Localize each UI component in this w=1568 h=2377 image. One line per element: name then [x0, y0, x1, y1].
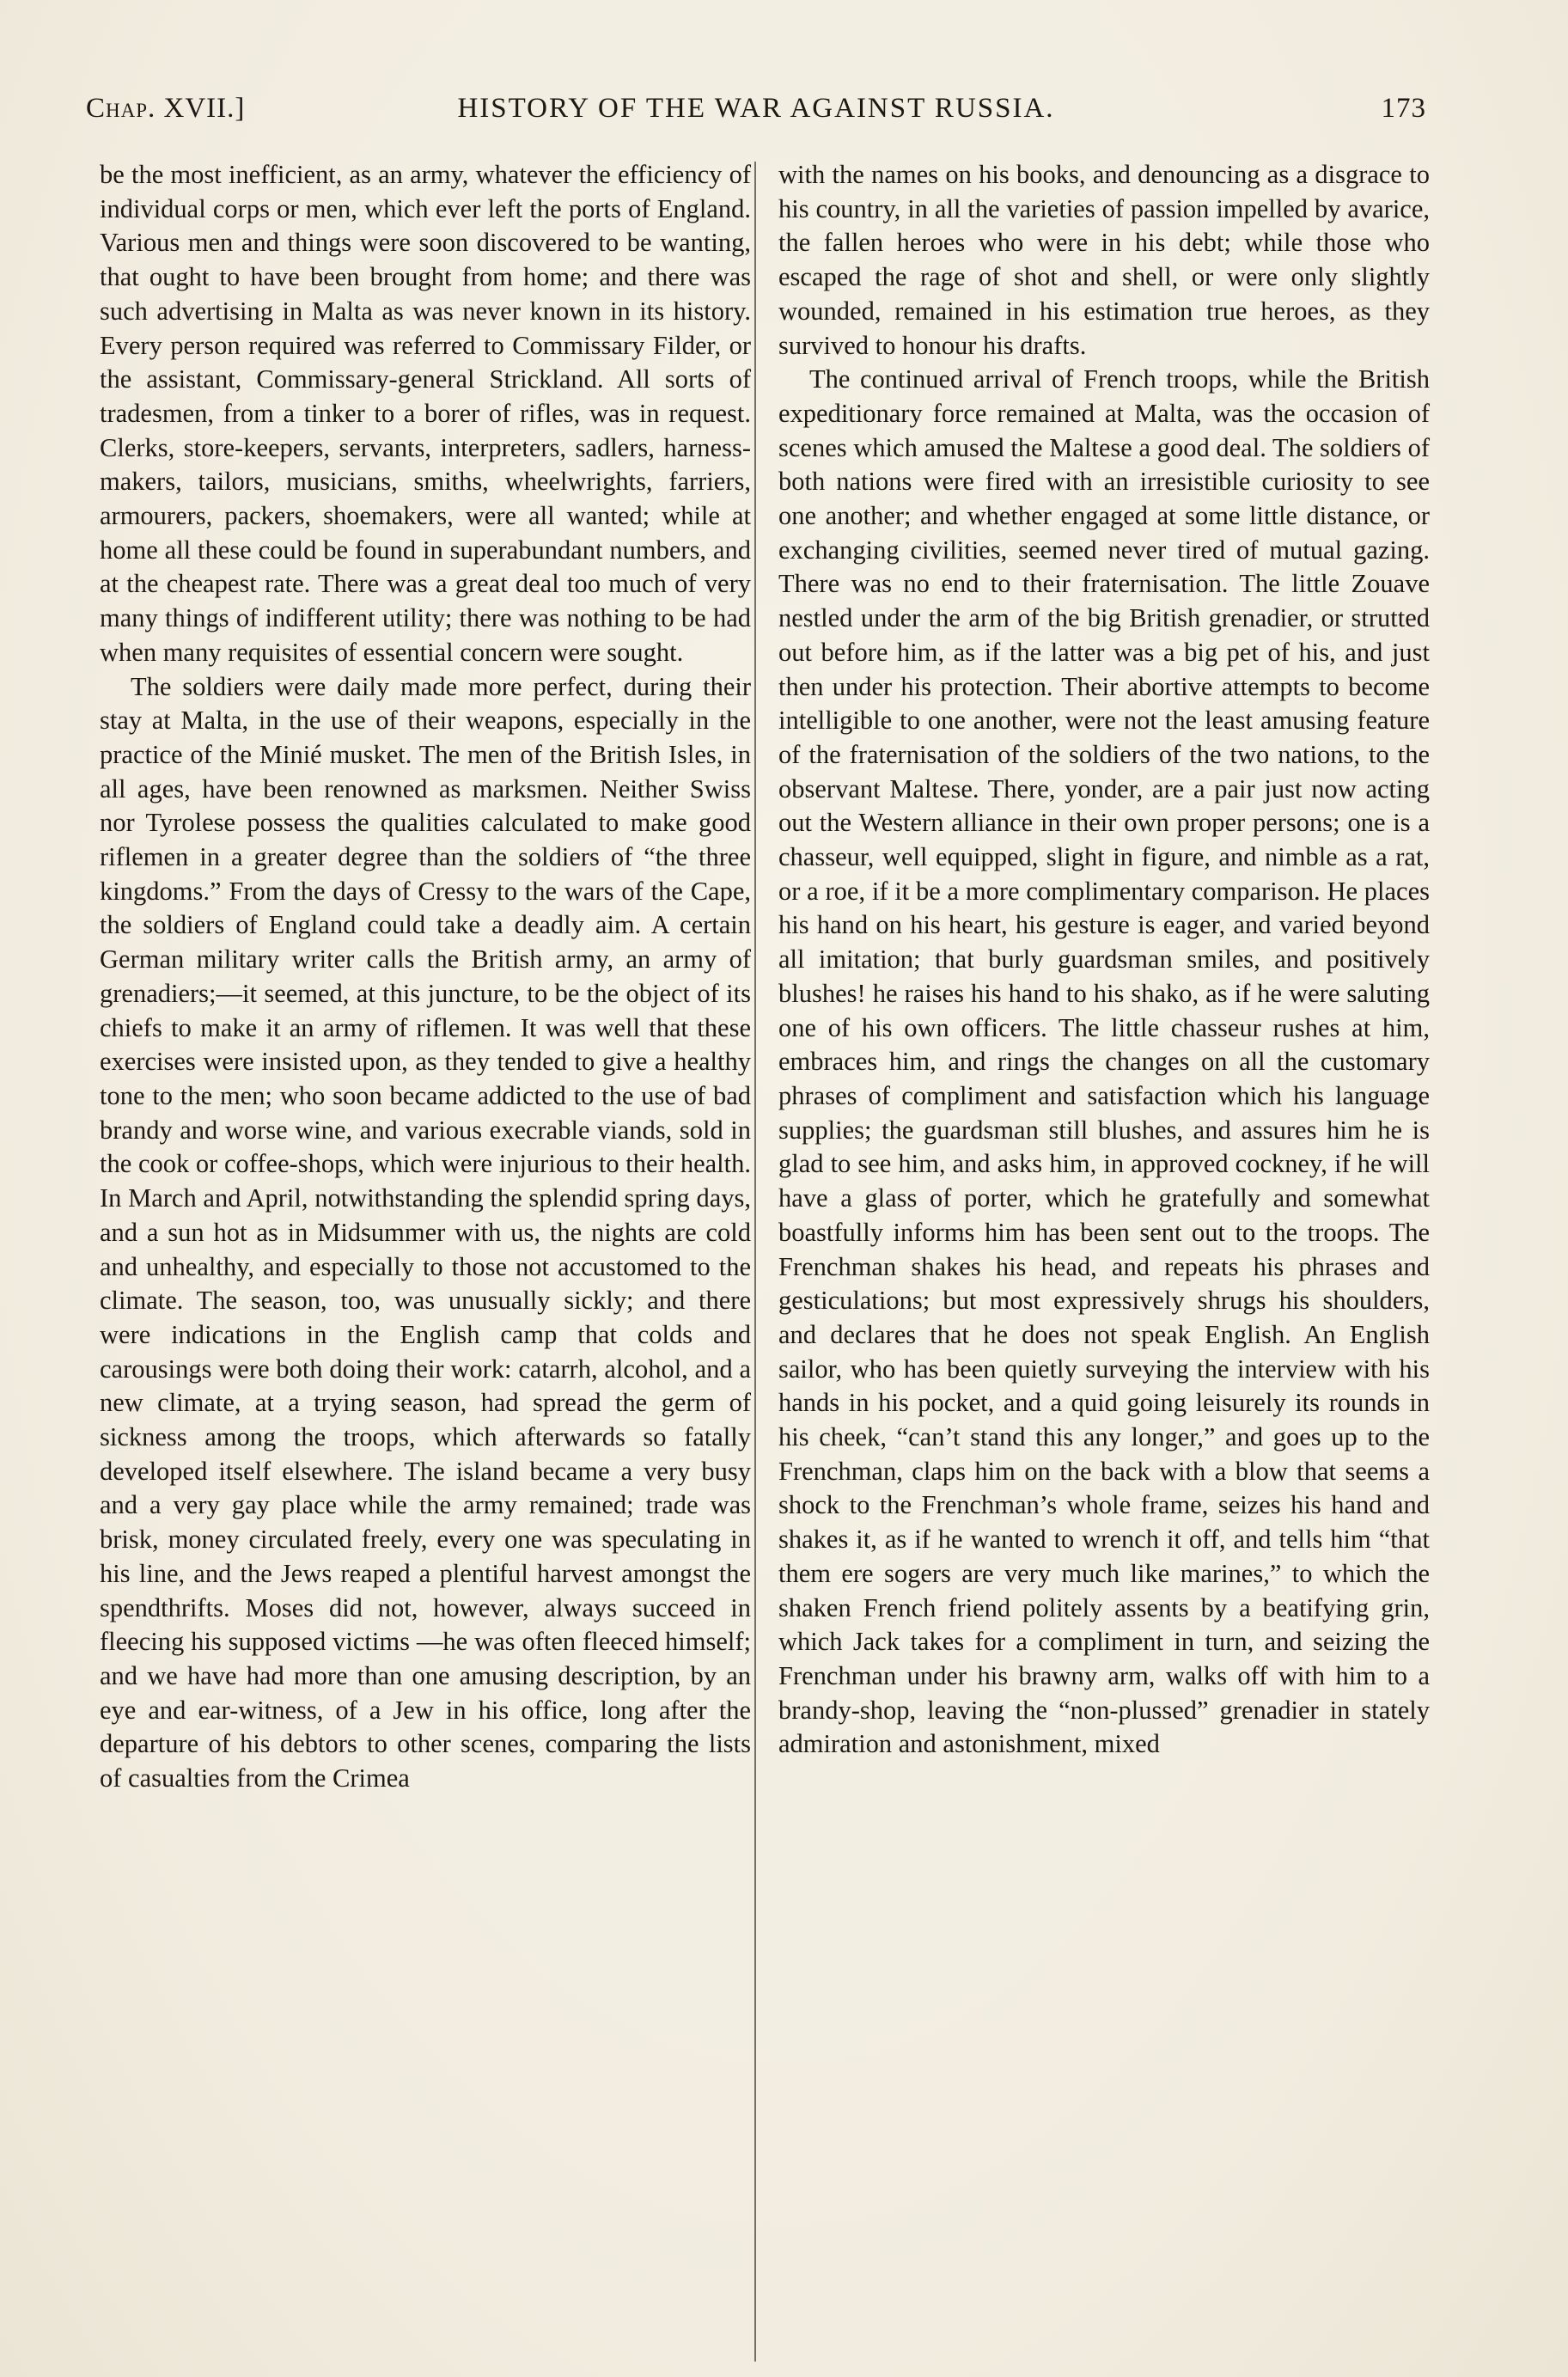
- paragraph: be the most inefficient, as an army, whatever the efficiency of individual corps or men, which ever left the ports of England. Various men and things were soon discovered to be wanting, that ought to have been brought from home; and there was such advertising in Malta as was never known in its history. Every person required was referred to Commissary Filder, or the assistant, Commissary-general Strickland. All sorts of tradesmen, from a tinker to a borer of rifles, was in request. Clerks, store-keepers, servants, interpreters, sadlers, harness-makers, tailors, musicians, smiths, wheelwrights, farriers, armourers, packers, shoemakers, were all wanted; while at home all these could be found in superabundant numbers, and at the cheapest rate. There was a great deal too much of very many things of indifferent utility; there was nothing to be had when many requisites of essential concern were sought.: [100, 160, 751, 667]
- chapter-label: Chap. XVII.]: [86, 93, 246, 124]
- page-number: 173: [1381, 93, 1426, 124]
- running-title: HISTORY OF THE WAR AGAINST RUSSIA.: [457, 93, 1055, 124]
- paragraph: with the names on his books, and denouncing as a disgrace to his country, in all the varieties of passion impelled by avarice, the fallen heroes who were in his debt; while those who escaped the rage of shot and shell, or were only slightly wounded, remained in his estimation true heroes, as they survived to honour his drafts.: [778, 160, 1430, 360]
- left-column: [100, 158, 751, 1796]
- column-divider: [754, 162, 756, 2362]
- paragraph: The continued arrival of French troops, while the British expeditionary force remained at Malta, was the occasion of scenes which amused the Maltese a good deal. The soldiers of both nations were fired with an irresistible curiosity to see one another; and whether engaged at some little distance, or exchanging civilities, seemed never tired of mutual gazing. There was no end to their fraternisation. The little Zouave nestled under the arm of the big British grenadier, or strutted out before him, as if the latter was a big pet of his, and just then under his protection. Their abortive attempts to become intelligible to one another, were not the least amusing feature of the fraternisation of the soldiers of the two nations, to the observant Maltese. There, yonder, are a pair just now acting out the Western alliance in their own proper persons; one is a chasseur, well equipped, slight in figure, and nimble as a rat, or a roe, if it be a more complimentary comparison. He places his hand on his heart, his gesture is eager, and varied beyond all imitation; that burly guardsman smiles, and positively blushes! he raises his hand to his shako, as if he were saluting one of his own officers. The little chasseur rushes at him, embraces him, and rings the changes on all the customary phrases of compliment and satisfaction which his language supplies; the guardsman still blushes, and assures him he is glad to see him, and asks him, in approved cockney, if he will have a glass of porter, which he gratefully and somewhat boastfully informs him has been sent out to the troops. The Frenchman shakes his head, and repeats his phrases and gesticulations; but most expressively shrugs his shoulders, and declares that he does not speak English. An English sailor, who has been quietly surveying the interview with his hands in his pocket, and a quid going leisurely its rounds in his cheek, “can’t stand this any longer,” and goes up to the Frenchman, claps him on the back with a blow that seems a shock to the Frenchman’s whole frame, seizes his hand and shakes it, as if he wanted to wrench it off, and tells him “that them ere sogers are very much like marines,” to which the shaken French friend politely assents by a beatifying grin, which Jack takes for a compliment in turn, and seizing the Frenchman under his brawny arm, walks off with him to a brandy-shop, leaving the “non-plussed” grenadier in stately admiration and astonishment, mixed: [778, 364, 1430, 1759]
- running-header: [86, 93, 1426, 136]
- right-column: [778, 158, 1430, 1762]
- paragraph: The soldiers were daily made more perfect, during their stay at Malta, in the use of their weapons, especially in the practice of the Minié musket. The men of the British Isles, in all ages, have been renowned as marksmen. Neither Swiss nor Tyrolese possess the qualities calculated to make good riflemen in a greater degree than the soldiers of “the three kingdoms.” From the days of Cressy to the wars of the Cape, the soldiers of England could take a deadly aim. A certain German military writer calls the British army, an army of grenadiers;—it seemed, at this juncture, to be the object of its chiefs to make it an army of riflemen. It was well that these exercises were insisted upon, as they tended to give a healthy tone to the men; who soon became addicted to the use of bad brandy and worse wine, and various execrable viands, sold in the cook or coffee-shops, which were injurious to their health. In March and April, notwithstanding the splendid spring days, and a sun hot as in Midsummer with us, the nights are cold and unhealthy, and especially to those not accustomed to the climate. The season, too, was unusually sickly; and there were indications in the English camp that colds and carousings were both doing their work: catarrh, alcohol, and a new climate, at a trying season, had spread the germ of sickness among the troops, which afterwards so fatally developed itself elsewhere. The island became a very busy and a very gay place while the army remained; trade was brisk, money circulated freely, every one was speculating in his line, and the Jews reaped a plentiful harvest amongst the spendthrifts. Moses did not, however, always succeed in fleecing his supposed victims —he was often fleeced himself; and we have had more than one amusing description, by an eye and ear-witness, of a Jew in his office, long after the departure of his debtors to other scenes, comparing the lists of casualties from the Crimea: [100, 671, 751, 1793]
